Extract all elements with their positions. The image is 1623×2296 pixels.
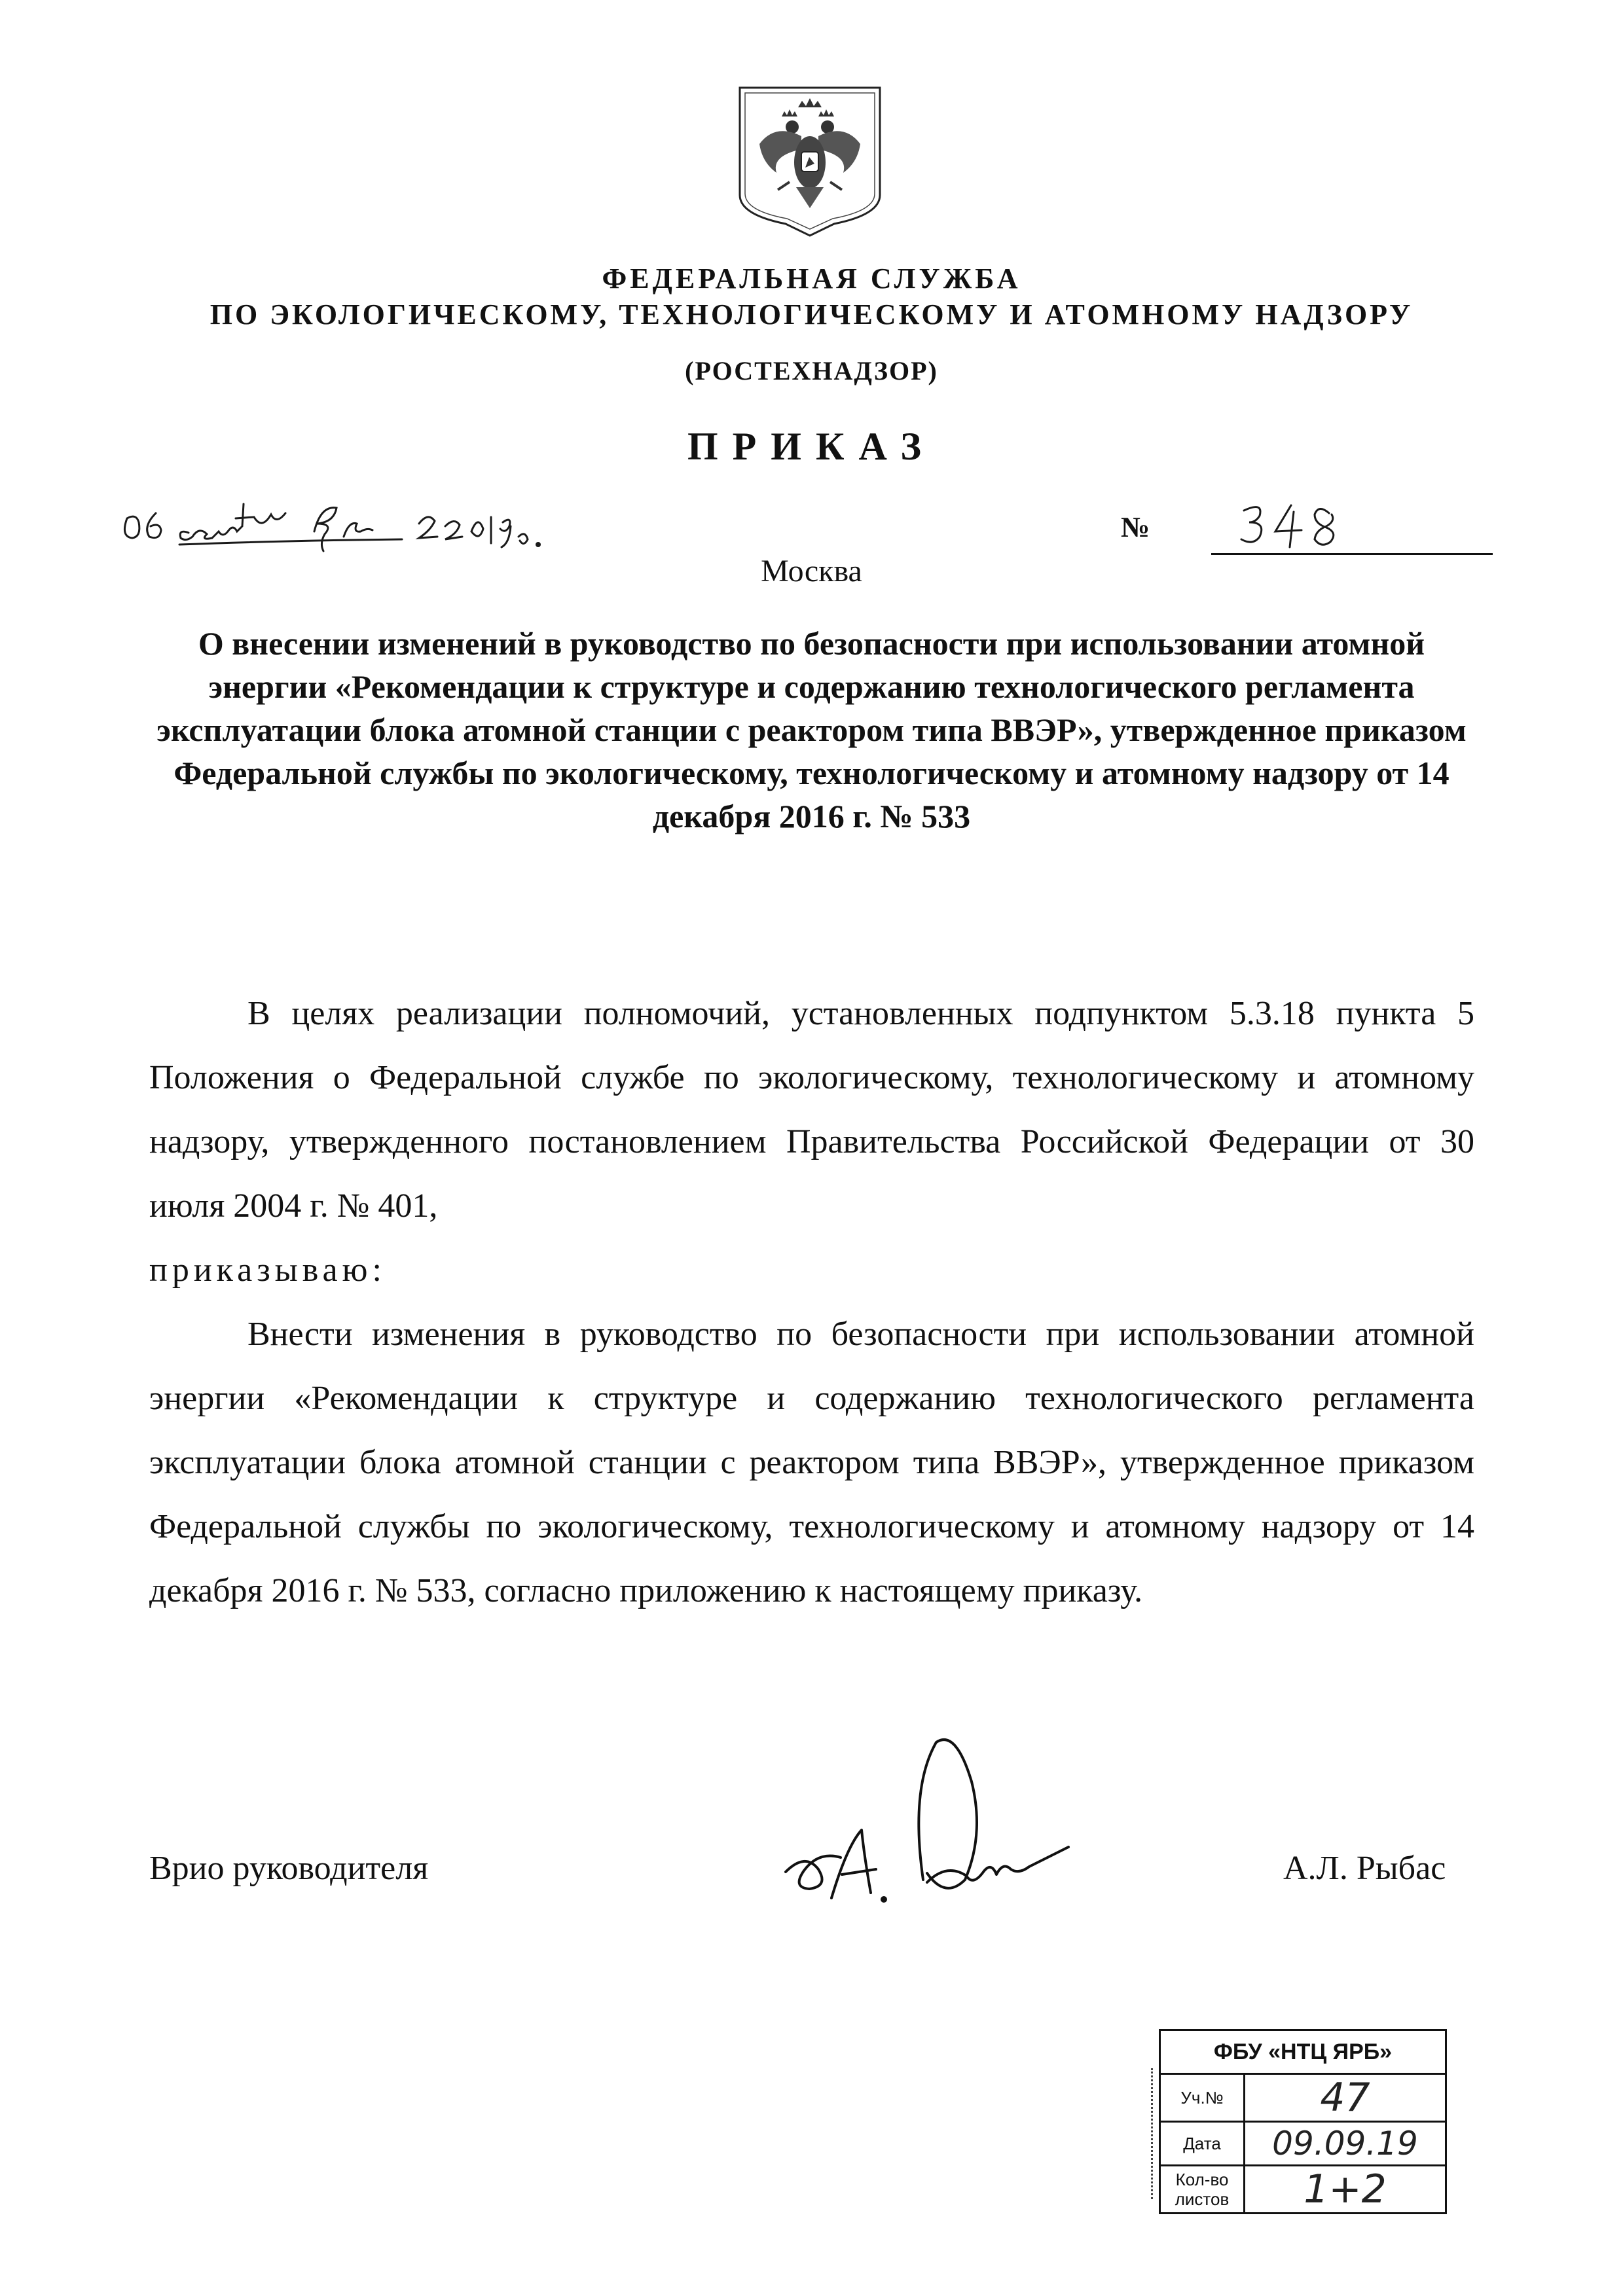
- handwritten-order-number: [1231, 491, 1401, 556]
- handwritten-date: [118, 484, 550, 556]
- stamp-row: [1160, 2122, 1446, 2166]
- signatory-position: Врио руководителя: [149, 1850, 429, 1887]
- stamp-value: 1+2: [1245, 2166, 1446, 2214]
- stamp-label: Кол-во листов: [1160, 2166, 1245, 2214]
- stamp-label: Уч.№: [1160, 2074, 1245, 2122]
- registration-stamp: [1159, 2029, 1447, 2212]
- decree-paragraph: Внести изменения в руководство по безопасности при использовании атомной энергии «Рекомендации к структуре и содержанию технологического регламента эксплуатации блока атомной станции с реактором типа ВВЭР», утвержденное приказом Федеральной службы по экологическому, технологическому и атомному надзору от 14 декабря 2016 г. № 533, согласно приложению к настоящему приказу.: [149, 1316, 1474, 1609]
- handwritten-signature: [773, 1728, 1113, 1918]
- number-sign: №: [1121, 511, 1150, 543]
- order-title: О внесении изменений в руководство по безопасности при использовании атомной энергии «Рекомендации к структуре и содержанию технологического регламента эксплуатации блока атомной станции с реактором типа ВВЭР», утвержденное приказом Федеральной службы по экологическому, технологическому и атомному надзору от 14 декабря 2016 г. № 533: [156, 625, 1467, 834]
- stamp-table: [1159, 2029, 1447, 2214]
- agency-name-line2: ПО ЭКОЛОГИЧЕСКОМУ, ТЕХНОЛОГИЧЕСКОМУ И АТОМНОМУ НАДЗОРУ: [210, 298, 1413, 331]
- stamp-value: 47: [1245, 2074, 1446, 2122]
- stamp-value: 09.09.19: [1245, 2122, 1446, 2166]
- stamp-row: [1160, 2074, 1446, 2122]
- agency-short-name: (РОСТЕХНАДЗОР): [685, 356, 938, 386]
- agency-name-line1: ФЕДЕРАЛЬНАЯ СЛУЖБА: [602, 262, 1021, 295]
- coat-of-arms-emblem: [736, 84, 884, 238]
- decree-word: приказываю:: [149, 1251, 386, 1289]
- stamp-row: [1160, 2166, 1446, 2214]
- document-type: ПРИКАЗ: [687, 425, 936, 468]
- stamp-org: ФБУ «НТЦ ЯРБ»: [1160, 2030, 1446, 2074]
- stamp-label: Дата: [1160, 2122, 1245, 2166]
- stamp-dotted-edge: [1151, 2068, 1159, 2199]
- preamble-text: В целях реализации полномочий, установленных подпунктом 5.3.18 пункта 5 Положения о Федеральной службе по экологическому, технологическому и атомному надзору, утвержденного постановлением Правительства Российской Федерации от 30 июля 2004 г. № 401,: [149, 995, 1474, 1225]
- city: Москва: [761, 554, 862, 588]
- preamble-paragraph: [149, 982, 1474, 1302]
- signatory-name: А.Л. Рыбас: [1283, 1850, 1446, 1887]
